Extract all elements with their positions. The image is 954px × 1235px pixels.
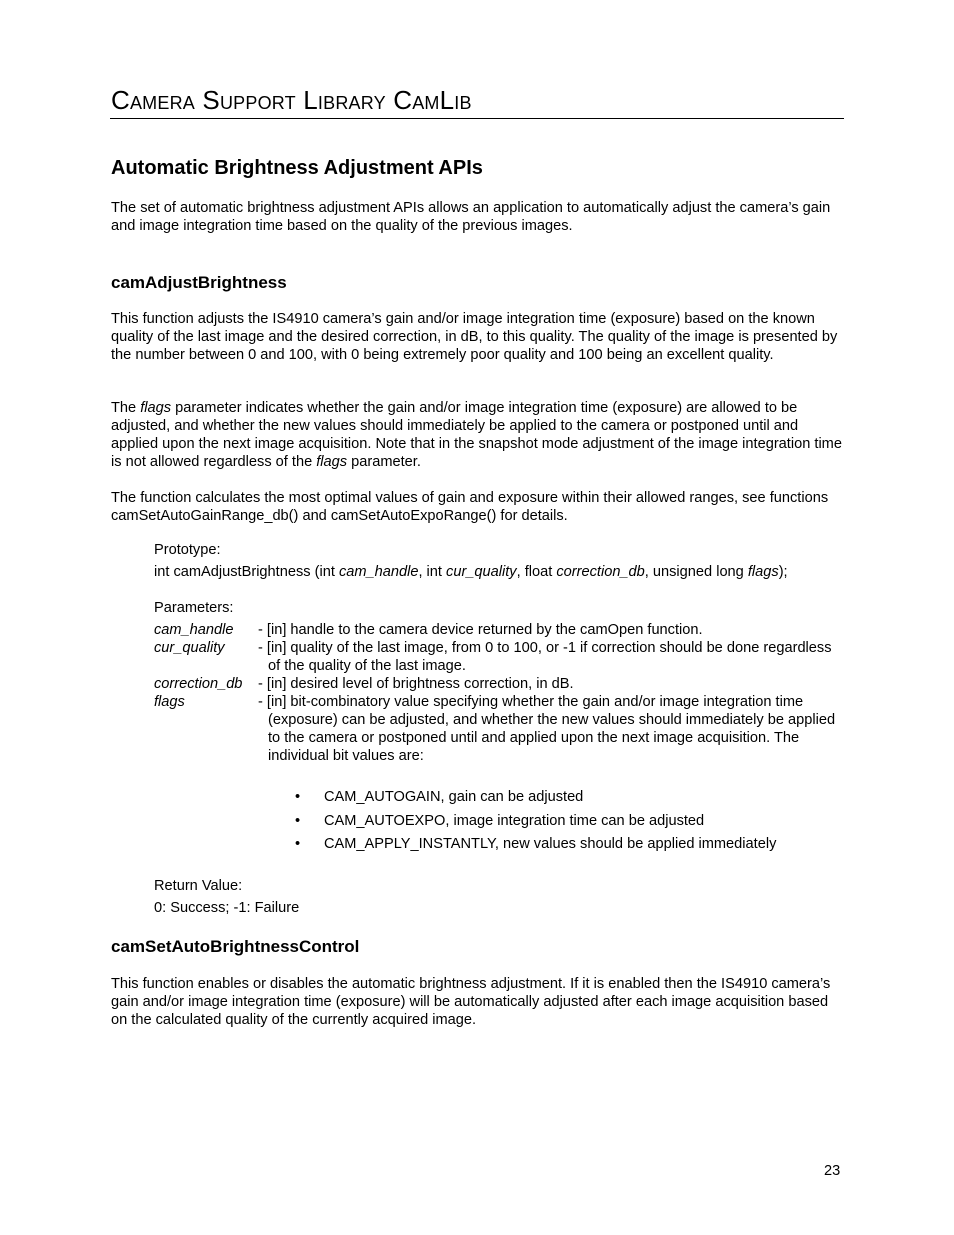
camSetAutoBrightnessControl-description: This function enables or disables the automatic brightness adjustment. If it is enabled then the IS4910 camera’s gain and/or image integration time (exposure) will be automatically adjusted after each image acquisition based on the calculated quality of the currently acquired image.: [111, 976, 831, 1028]
parameter-description: - [in] desired level of brightness correction, in dB.: [258, 676, 574, 692]
flags-term: flags: [140, 400, 172, 416]
bit-value-text: CAM_APPLY_INSTANTLY, new values should be applied immediately: [324, 836, 777, 852]
text-run: parameter.: [347, 454, 421, 470]
camAdjustBrightness-ranges-note: The function calculates the most optimal values of gain and exposure within their allowed ranges, see functions camSetAutoGainRange_db() and camSetAutoExpoRange() for details.: [111, 490, 829, 524]
parameter-name: flags: [154, 694, 185, 710]
signature-arg: cam_handle: [338, 564, 419, 580]
return-value: 0: Success; -1: Failure: [154, 900, 300, 916]
camAdjustBrightness-description: This function adjusts the IS4910 camera’s gain and/or image integration time (exposure) based on the known quality of the last image and the desired correction, in dB, to this quality. The quality of the image is presented by the number between 0 and 100, with 0 being extremely poor quality and 100 being an excellent quality.: [111, 311, 838, 363]
list-item: [295, 835, 776, 859]
bit-value-text: CAM_AUTOGAIN, gain can be adjusted: [324, 789, 584, 805]
chapter-title-underline: [110, 118, 844, 119]
prototype-label: Prototype:: [154, 542, 221, 558]
prototype-signature: [154, 563, 844, 581]
parameters-label: Parameters:: [154, 600, 234, 616]
bullet-icon: •: [295, 789, 301, 805]
function-title-camSetAutoBrightnessControl: camSetAutoBrightnessControl: [111, 937, 360, 956]
camAdjustBrightness-flags-description: [111, 399, 846, 471]
parameter-name: correction_db: [154, 676, 243, 692]
chapter-title: Camera Support Library CamLib: [111, 85, 472, 115]
parameter-description: - [in] bit-combinatory value specifying whether the gain and/or image integration time (exposure) can be adjusted, and whether the new values should immediately be applied to the camera or postponed until and applied upon the next image acquisition. The individual bit values are:: [258, 694, 836, 764]
section-title: Automatic Brightness Adjustment APIs: [111, 157, 483, 179]
signature-arg: flags: [747, 564, 779, 580]
parameter-row: [154, 675, 844, 693]
signature-text: );: [778, 564, 788, 580]
parameter-description: - [in] handle to the camera device returned by the camOpen function.: [258, 622, 703, 638]
flags-term: flags: [316, 454, 348, 470]
flags-bit-values-list: [295, 788, 776, 859]
return-value-label: Return Value:: [154, 878, 243, 894]
parameter-description: - [in] quality of the last image, from 0 to 100, or -1 if correction should be done regardless of the quality of the last image.: [258, 640, 832, 674]
text-run: The: [111, 400, 141, 416]
signature-text: int camAdjustBrightness (int: [154, 564, 339, 580]
signature-text: , float: [516, 564, 557, 580]
page-number: 23: [824, 1163, 841, 1179]
bit-value-text: CAM_AUTOEXPO, image integration time can be adjusted: [324, 812, 705, 829]
bullet-icon: •: [295, 836, 301, 852]
section-intro: The set of automatic brightness adjustment APIs allows an application to automatically adjust the camera’s gain and image integration time based on the quality of the previous images.: [111, 200, 831, 234]
parameters-list: [154, 621, 844, 765]
signature-text: , unsigned long: [644, 564, 748, 580]
parameter-name: cam_handle: [154, 622, 234, 638]
function-title-camAdjustBrightness: camAdjustBrightness: [111, 273, 287, 292]
parameter-row: [154, 639, 844, 675]
signature-arg: correction_db: [556, 564, 645, 580]
signature-text: , int: [418, 564, 447, 580]
signature-arg: cur_quality: [446, 564, 517, 580]
bullet-icon: •: [295, 812, 301, 829]
parameter-name: cur_quality: [154, 640, 225, 656]
list-item: [295, 788, 776, 812]
text-run: parameter indicates whether the gain and/or image integration time (exposure) are allowed to be adjusted, and whether the new values should immediately be applied to the camera or postponed until and applied upon the next image acquisition. Note that in the snapshot mode adjustment of the image integration time is not allowed regardless of the: [111, 400, 842, 470]
list-item: [295, 812, 776, 836]
parameter-row: [154, 621, 844, 639]
parameter-row: [154, 693, 844, 765]
